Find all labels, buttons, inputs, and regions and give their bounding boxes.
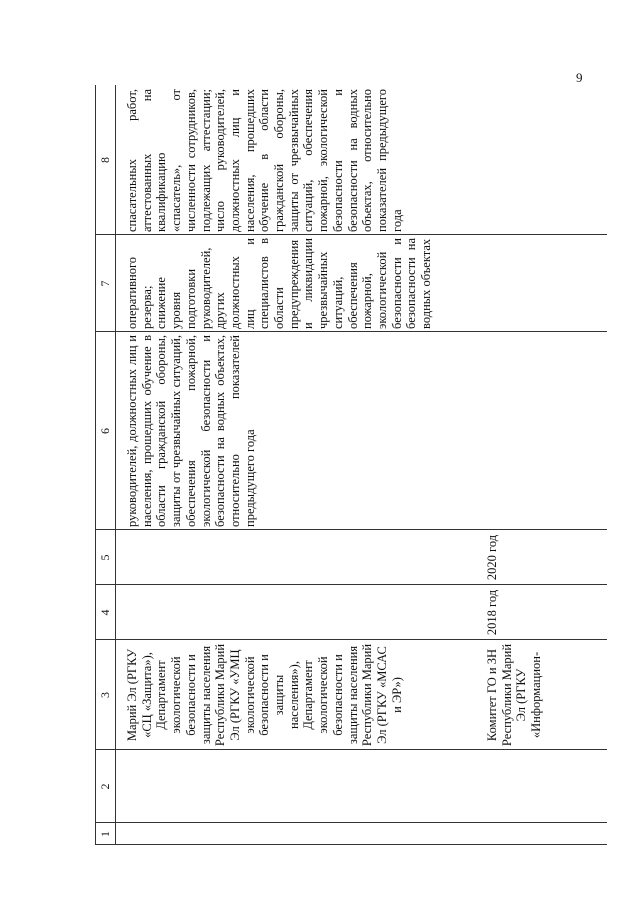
rotated-table [95, 85, 607, 845]
header-col-5: 5 [98, 554, 112, 561]
header-col-4: 4 [98, 609, 112, 616]
header-col-6: 6 [98, 428, 112, 434]
row1-responsible-cell: Марий Эл (РГКУ «СЦ «Защита»), Департамент экологической безопасности и защиты населения Республики Марий Эл (РГКУ «УМЦ экологической безопасности и защиты населения»), Департамент экологической безопасности и защиты населения Республики Марий Эл (РГКУ «МСАС и ЭР») [125, 643, 404, 747]
row2-start-year: 2018 год [485, 589, 499, 636]
page-number: 9 [576, 70, 583, 85]
header-col-2: 2 [98, 783, 112, 790]
header-col-7: 7 [98, 280, 112, 287]
header-col-8: 8 [98, 157, 112, 163]
row1-result-cell: спасательных работ, аттестованных на квалификацию «спасатель», от численности сотрудников, подлежащих аттестации; число руководителей, должностных лиц и населения, прошедших обучение в области гражданской обороны, защиты от чрезвычайных ситуаций, обеспечения пожарной, экологической безопасности и безопасности на водных объектах, относительно показателей предыдущего года [125, 89, 404, 232]
header-col-3: 3 [98, 692, 112, 698]
header-col-1: 1 [98, 831, 112, 837]
row1-indicator-cell: руководителей, должностных лиц и населения, прошедших обучение в области гражданской обороны, защиты от чрезвычайных ситуаций, обеспечения пожарной, экологической безопасности и безопасности на водных объектах, относительно показателей предыдущего года [125, 335, 257, 527]
row2-responsible-cell: Комитет ГО и ЗН Республики Марий Эл (РГКУ «Информацион- [485, 643, 544, 747]
row1-risk-cell: оперативного резерва; снижение уровня подготовки руководителей, других должностных лиц и специалистов в области предупреждения и ликвидации чрезвычайных ситуаций, обеспечения пожарной, экологической безопасности и безопасности на водных объектах [125, 238, 434, 329]
row2-end-year: 2020 год [485, 534, 499, 581]
